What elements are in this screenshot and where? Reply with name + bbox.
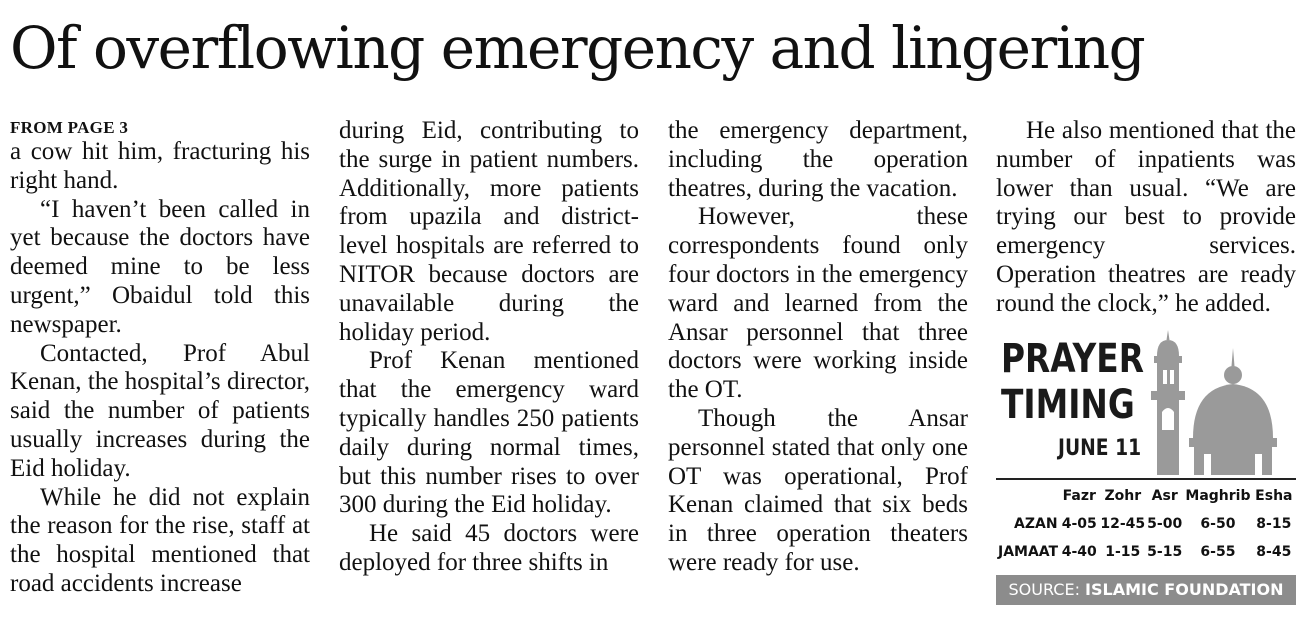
table-header-cell: Zohr bbox=[1104, 488, 1142, 504]
table-header-cell: Asr bbox=[1151, 488, 1178, 504]
source-bar bbox=[996, 575, 1296, 605]
table-header-cell: Esha bbox=[1255, 488, 1293, 504]
table-cell: 4-40 bbox=[1061, 544, 1097, 560]
table-row bbox=[996, 510, 1296, 538]
table-cell: 6-50 bbox=[1200, 516, 1236, 532]
table-cell: 8-15 bbox=[1256, 516, 1292, 532]
table-cell: 5-00 bbox=[1147, 516, 1183, 532]
prayer-title-line1: PRAYER bbox=[1001, 336, 1144, 382]
table-cell: 12-45 bbox=[1100, 516, 1146, 532]
minaret bbox=[1151, 330, 1185, 475]
paragraph: Contacted, Prof Abul Kenan, the hospital’s director, said the number of patients usually increases during the Eid holiday. bbox=[10, 339, 310, 482]
paragraph: the emergency department, including the operation theatres, during the vacation. bbox=[668, 117, 968, 202]
source-label: SOURCE: bbox=[1008, 580, 1086, 599]
article-column-2 bbox=[339, 117, 639, 578]
article-column-3 bbox=[668, 117, 968, 578]
source-name: ISLAMIC FOUNDATION bbox=[1085, 580, 1284, 599]
table-top-rule bbox=[996, 478, 1296, 480]
article-column-4 bbox=[996, 117, 1296, 319]
prayer-timing-box bbox=[996, 330, 1296, 610]
headline: Of overflowing emergency and lingering bbox=[10, 14, 1145, 82]
prayer-date: JUNE 11 bbox=[1058, 436, 1142, 461]
paragraph: Though the Ansar personnel stated that only one OT was operational, Prof Kenan claimed that six beds in three operation theaters were ready for use. bbox=[668, 404, 968, 576]
paragraph: Prof Kenan mentioned that the emergency ward typically handles 250 patients daily during normal times, but this number rises to over 300 during the Eid holiday. bbox=[339, 347, 639, 519]
table-header-row bbox=[996, 482, 1296, 510]
table-cell: 4-05 bbox=[1061, 516, 1097, 532]
article-column-1 bbox=[10, 118, 310, 599]
table-row bbox=[996, 538, 1296, 566]
paragraph: “I haven’t been called in yet because the doctors have deemed mine to be less urgent,” Obaidul told this newspaper. bbox=[10, 195, 310, 338]
paragraph: a cow hit him, fracturing his right hand. bbox=[10, 138, 310, 194]
table-header-cell: Maghrib bbox=[1185, 488, 1251, 504]
mosque-icon bbox=[1146, 330, 1296, 475]
table-cell: 1-15 bbox=[1105, 544, 1141, 560]
table-cell: 5-15 bbox=[1147, 544, 1183, 560]
table-header-blank bbox=[996, 482, 1058, 510]
paragraph: He also mentioned that the number of inpatients was lower than usual. “We are trying our best to provide emergency services. Operation theatres are ready round the clock,” he added. bbox=[996, 117, 1296, 317]
paragraph: However, these correspondents found only four doctors in the emergency ward and learned from the Ansar personnel that three doctors were working inside the OT. bbox=[668, 203, 968, 404]
paragraph: He said 45 doctors were deployed for three shifts in bbox=[339, 520, 639, 576]
paragraph: during Eid, contributing to the surge in patient numbers. Additionally, more patients from upazila and district-level hospitals are referred to NITOR because doctors are unavailable during the holiday period. bbox=[339, 117, 639, 346]
paragraph: While he did not explain the reason for the rise, staff at the hospital mentioned that road accidents increase bbox=[10, 483, 310, 597]
table-cell: 6-55 bbox=[1200, 544, 1236, 560]
row-label: AZAN bbox=[1014, 516, 1058, 532]
prayer-timing-title bbox=[1001, 336, 1144, 428]
prayer-times-table bbox=[996, 482, 1296, 566]
row-label: JAMAAT bbox=[998, 544, 1059, 560]
table-header-cell: Fazr bbox=[1062, 488, 1096, 504]
table-cell: 8-45 bbox=[1256, 544, 1292, 560]
kicker-from-page: FROM PAGE 3 bbox=[10, 118, 129, 137]
dome bbox=[1189, 348, 1277, 475]
prayer-title-line2: TIMING bbox=[1001, 382, 1135, 428]
